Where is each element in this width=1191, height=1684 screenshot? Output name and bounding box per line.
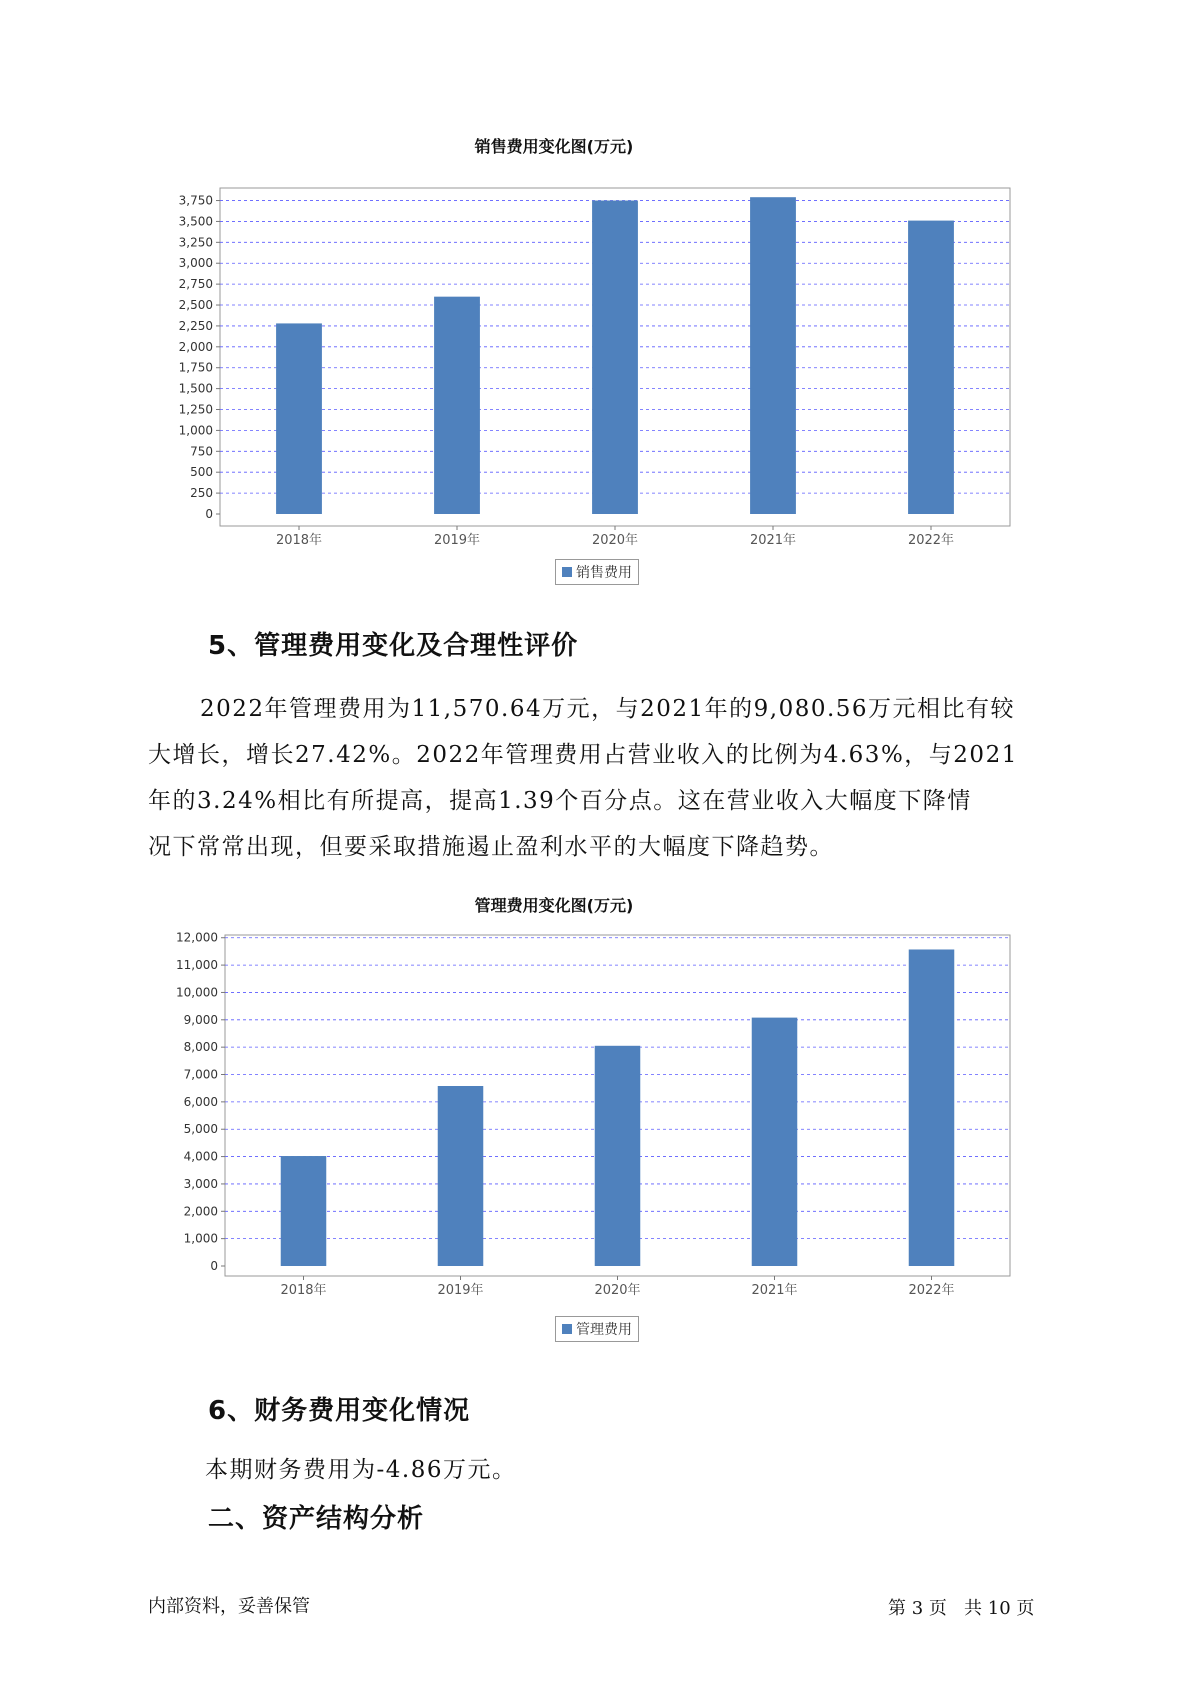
x-tick-label: 2021年	[749, 533, 797, 548]
x-tick-label: 2021年	[751, 1283, 798, 1298]
legend-label: 销售费用	[576, 565, 632, 581]
y-tick-label: 5,000	[183, 1122, 218, 1137]
bar	[281, 1156, 327, 1266]
paragraph-line: 况下常常出现，但要采取措施遏止盈利水平的大幅度下降趋势。	[148, 834, 834, 860]
legend-swatch	[562, 1324, 572, 1334]
paragraph-line: 大增长，增长27.42%。2022年管理费用占营业收入的比例为4.63%，与2021	[148, 742, 1018, 768]
chart-2-title: 管理费用变化图(万元)	[474, 896, 634, 915]
x-tick-label: 2019年	[437, 1283, 484, 1298]
y-tick-label: 750	[190, 444, 213, 459]
x-tick-label: 2020年	[591, 533, 639, 548]
y-tick-label: 500	[190, 465, 213, 480]
y-tick-label: 3,250	[178, 235, 213, 250]
y-tick-label: 8,000	[183, 1040, 218, 1055]
y-tick-label: 3,000	[178, 256, 213, 271]
y-tick-label: 4,000	[183, 1149, 218, 1164]
y-tick-label: 1,750	[178, 360, 213, 375]
y-tick-label: 2,250	[178, 318, 213, 333]
bar	[438, 1086, 484, 1266]
chart-1-title: 销售费用变化图(万元)	[474, 137, 634, 156]
y-tick-label: 1,500	[178, 381, 213, 396]
y-tick-label: 3,500	[178, 214, 213, 229]
y-tick-label: 1,250	[178, 402, 213, 417]
y-tick-label: 0	[210, 1259, 218, 1273]
footer-page-number: 第 3 页 共 10 页	[888, 1598, 1035, 1619]
x-tick-label: 2018年	[280, 1283, 327, 1298]
footer-confidential-note: 内部资料，妥善保管	[148, 1596, 310, 1617]
legend-label: 管理费用	[576, 1322, 632, 1338]
y-tick-label: 9,000	[183, 1012, 218, 1027]
y-tick-label: 0	[205, 507, 213, 521]
section-6-heading: 6、财务费用变化情况	[208, 1396, 471, 1426]
x-tick-label: 2019年	[433, 533, 481, 548]
y-tick-label: 2,750	[178, 277, 213, 292]
y-tick-label: 6,000	[183, 1094, 218, 1109]
y-tick-label: 7,000	[183, 1067, 218, 1082]
y-tick-label: 1,000	[178, 423, 213, 438]
x-tick-label: 2018年	[275, 533, 323, 548]
part-2-heading: 二、资产结构分析	[208, 1504, 425, 1534]
y-tick-label: 2,500	[178, 298, 213, 313]
y-tick-label: 250	[190, 486, 213, 501]
y-tick-label: 3,750	[178, 193, 213, 208]
y-tick-label: 3,000	[183, 1176, 218, 1191]
bar	[909, 949, 955, 1266]
y-tick-label: 11,000	[176, 958, 218, 973]
x-tick-label: 2022年	[907, 533, 955, 548]
y-tick-label: 12,000	[176, 930, 218, 945]
y-tick-label: 2,000	[183, 1204, 218, 1219]
section-6-paragraph: 本期财务费用为-4.86万元。	[205, 1457, 517, 1483]
bar	[752, 1018, 798, 1266]
chart-2-legend	[555, 1316, 639, 1342]
y-tick-label: 2,000	[178, 339, 213, 354]
x-tick-label: 2022年	[908, 1283, 955, 1298]
section-5-heading: 5、管理费用变化及合理性评价	[208, 631, 579, 661]
y-tick-label: 10,000	[176, 985, 218, 1000]
bar	[595, 1046, 641, 1266]
paragraph-line: 2022年管理费用为11,570.64万元，与2021年的9,080.56万元相比有较	[200, 696, 1016, 722]
y-tick-label: 1,000	[183, 1231, 218, 1246]
x-tick-label: 2020年	[594, 1283, 641, 1298]
paragraph-line: 年的3.24%相比有所提高，提高1.39个百分点。这在营业收入大幅度下降情	[148, 788, 972, 814]
